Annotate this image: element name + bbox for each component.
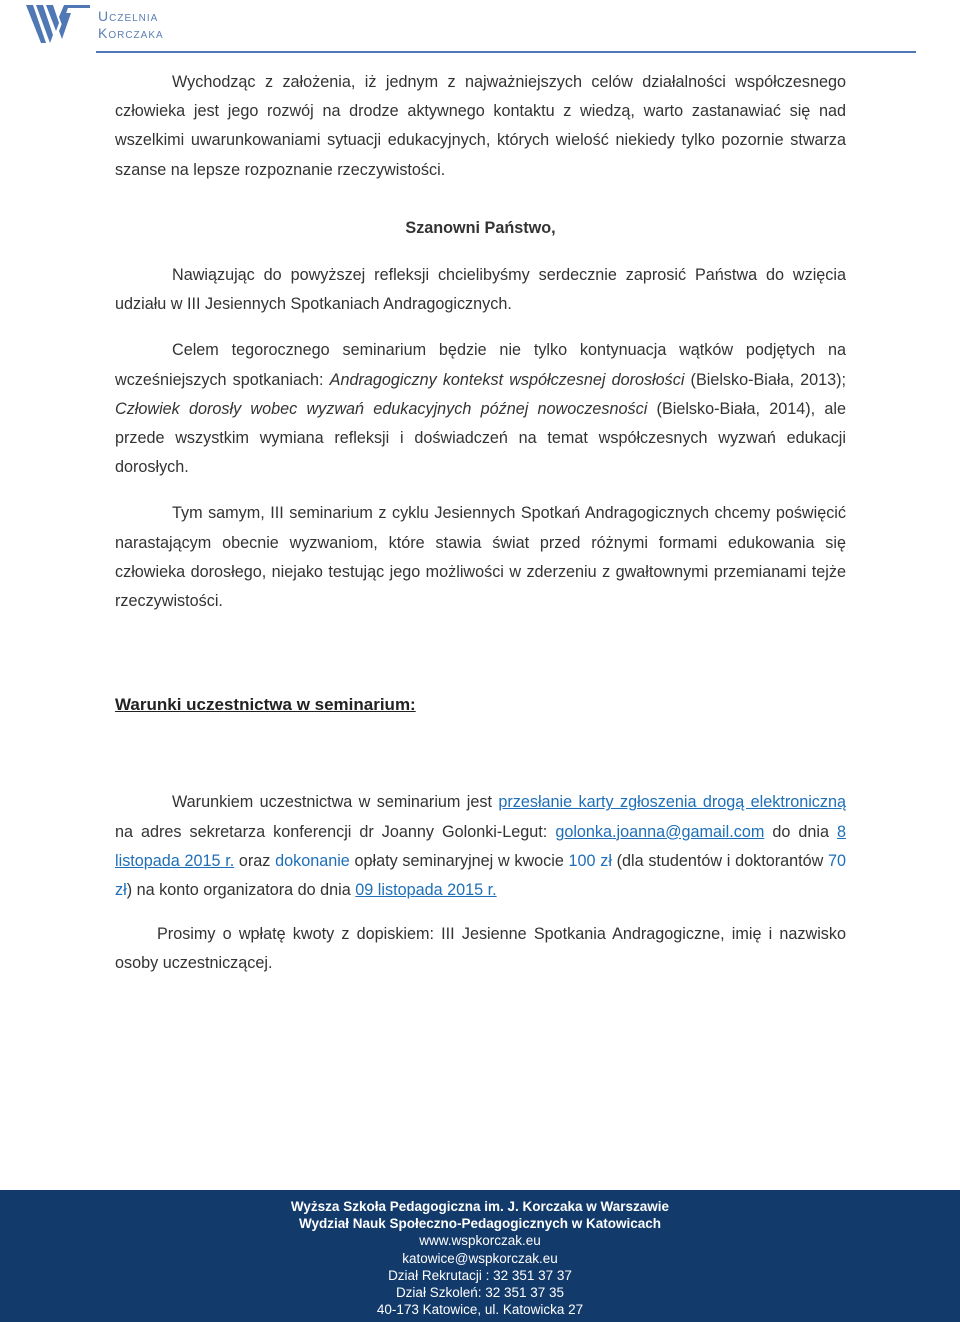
page-footer bbox=[0, 1190, 960, 1322]
conditions-text-1: Warunkiem uczestnictwa w seminarium jest bbox=[172, 793, 499, 812]
footer-website[interactable]: www.wspkorczak.eu bbox=[419, 1233, 541, 1249]
university-logo-icon bbox=[26, 5, 90, 43]
theme-paragraph: Tym samym, III seminarium z cyklu Jesiennych Spotkań Andragogicznych chcemy poświęcić narastającym obecnie wyzwaniom, które stawia świat przed różnymi formami edukowania się człowieka dorosłego, niejako testując jego możliwości w zderzeniu z gwałtownymi przemianami tejże rzeczywistości. bbox=[115, 504, 846, 611]
header-divider bbox=[96, 51, 916, 53]
conditions-text-5: opłaty seminaryjnej w kwocie bbox=[349, 851, 569, 870]
logo-line-1: Uczelnia bbox=[98, 8, 159, 24]
goal-paragraph bbox=[115, 336, 846, 482]
footer-address: 40-173 Katowice, ul. Katowicka 27 bbox=[376, 1302, 584, 1318]
payment-deadline[interactable]: 09 listopada 2015 r. bbox=[355, 881, 497, 900]
payment-word: dokonanie bbox=[275, 851, 350, 870]
conditions-text-4: oraz bbox=[234, 851, 276, 870]
footer-school-name: Wyższa Szkoła Pedagogiczna im. J. Korczaka w Warszawie bbox=[290, 1199, 670, 1214]
invitation-paragraph: Nawiązując do powyższej refleksji chcielibyśmy serdecznie zaprosić Państwa do wzięcia udziału w III Jesiennych Spotkaniach Andragogicznych. bbox=[115, 266, 846, 314]
conditions-paragraph bbox=[115, 788, 846, 905]
conditions-text-7: ) na konto organizatora do dnia bbox=[126, 881, 356, 900]
fee-standard: 100 zł bbox=[568, 851, 612, 870]
conditions-title bbox=[115, 690, 846, 720]
footer-email[interactable]: katowice@wspkorczak.eu bbox=[402, 1250, 558, 1266]
goal-text-1: Celem tegorocznego seminarium będzie nie tylko kontynuacja wątków podjętych na wcześniejszych spotkaniach: bbox=[115, 341, 846, 389]
registration-deadline[interactable]: 8 listopada 2015 r. bbox=[115, 822, 846, 870]
conditions-text-2: na adres sekretarza konferencji dr Joanny Golonki-Legut: bbox=[115, 822, 556, 841]
goal-title-2: Człowiek dorosły wobec wyzwań edukacyjnych późnej nowoczesności bbox=[115, 399, 648, 418]
secretary-email-link[interactable]: golonka.joanna@gamail.com bbox=[555, 822, 765, 841]
conditions-text-6: (dla studentów i doktorantów bbox=[611, 851, 828, 870]
goal-text-2: (Bielsko-Biała, 2013); bbox=[684, 370, 846, 389]
salutation: Szanowni Państwo, bbox=[405, 218, 556, 237]
footer-recruitment-phone: Dział Rekrutacji : 32 351 37 37 bbox=[388, 1267, 572, 1283]
footer-faculty-name: Wydział Nauk Społeczno-Pedagogicznych w Katowicach bbox=[298, 1216, 662, 1232]
logo-wordmark bbox=[98, 8, 164, 42]
fee-students: 70 zł bbox=[115, 851, 846, 900]
conditions-text-3: do dnia bbox=[764, 822, 837, 841]
logo-line-2: Korczaka bbox=[98, 25, 164, 41]
goal-text-3: (Bielsko-Biała, 2014), ale przede wszystkim wymiana refleksji i doświadczeń na temat współczesnych wyzwań edukacji dorosłych. bbox=[115, 399, 846, 477]
conditions-heading: Warunki uczestnictwa w seminarium: bbox=[115, 695, 416, 715]
goal-title-1: Andragogiczny kontekst współczesnej dorosłości bbox=[329, 370, 685, 389]
payment-note-paragraph: Prosimy o wpłatę kwoty z dopiskiem: III Jesienne Spotkania Andragogiczne, imię i nazwisko osoby uczestniczącej. bbox=[115, 925, 846, 973]
footer-training-phone: Dział Szkoleń: 32 351 37 35 bbox=[395, 1285, 565, 1301]
registration-form-link[interactable]: przesłanie karty zgłoszenia drogą elektroniczną bbox=[498, 793, 846, 812]
letter-body bbox=[115, 68, 846, 979]
page-header bbox=[0, 0, 960, 54]
intro-paragraph: Wychodząc z założenia, iż jednym z najważniejszych celów działalności współczesnego człowieka jest jego rozwój na drodze aktywnego kontaktu z wiedzą, warto zastanawiać się nad wszelkimi uwarunkowaniami sytuacji edukacyjnych, których wielość niekiedy tylko pozornie stwarza szanse na lepsze rozpoznanie rzeczywistości. bbox=[115, 73, 846, 179]
